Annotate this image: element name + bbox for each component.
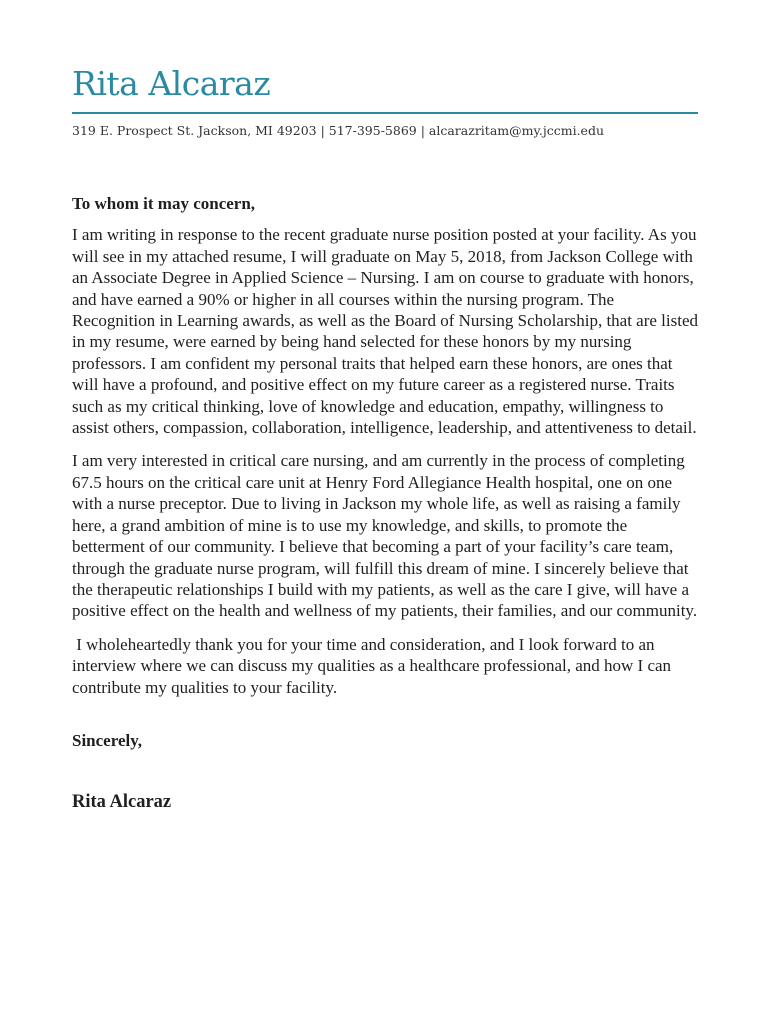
letter-body xyxy=(72,193,698,814)
applicant-name: Rita Alcaraz xyxy=(72,64,271,103)
paragraph-thanks: I wholeheartedly thank you for your time and consideration, and I look forward to an interview where we can discuss my qualities as a healthcare professional, and how I can contribute my qualities to your facility. xyxy=(72,634,676,697)
signature: Rita Alcaraz xyxy=(72,792,172,813)
salutation: To whom it may concern, xyxy=(72,194,256,213)
closing: Sincerely, xyxy=(72,730,143,750)
header-divider xyxy=(72,112,698,114)
paragraph-interest: I am very interested in critical care nursing, and am currently in the process of completing 67.5 hours on the critical care unit at Henry Ford Allegiance Health hospital, one on one with a nurse preceptor. Due to living in Jackson my whole life, as well as raising a family here, a grand ambition of mine is to use my knowledge, and skills, to promote the betterment of our community. I believe that becoming a part of your facility’s care team, through the graduate nurse program, will fulfill this dream of mine. I sincerely believe that the therapeutic relationships I build with my patients, as well as the care I give, will have a positive effect on the health and wellness of my patients, their families, and our community. xyxy=(72,451,698,621)
contact-info: 319 E. Prospect St. Jackson, MI 49203 | 517-395-5869 | alcarazritam@my.jccmi.edu xyxy=(72,123,605,138)
paragraph-intro: I am writing in response to the recent graduate nurse position posted at your facility. As you will see in my attached resume, I will graduate on May 5, 2018, from Jackson College with an Associate Degree in Applied Science – Nursing. I am on course to graduate with honors, and have earned a 90% or higher in all courses within the nursing program. The Recognition in Learning awards, as well as the Board of Nursing Scholarship, that are listed in my resume, were earned by being hand selected for these honors by my nursing professors. I am confident my personal traits that helped earn these honors, are ones that will have a profound, and positive effect on my future career as a registered nurse. Traits such as my critical thinking, love of knowledge and education, empathy, willingness to assist others, compassion, collaboration, intelligence, leadership, and attentiveness to detail. xyxy=(72,225,699,438)
